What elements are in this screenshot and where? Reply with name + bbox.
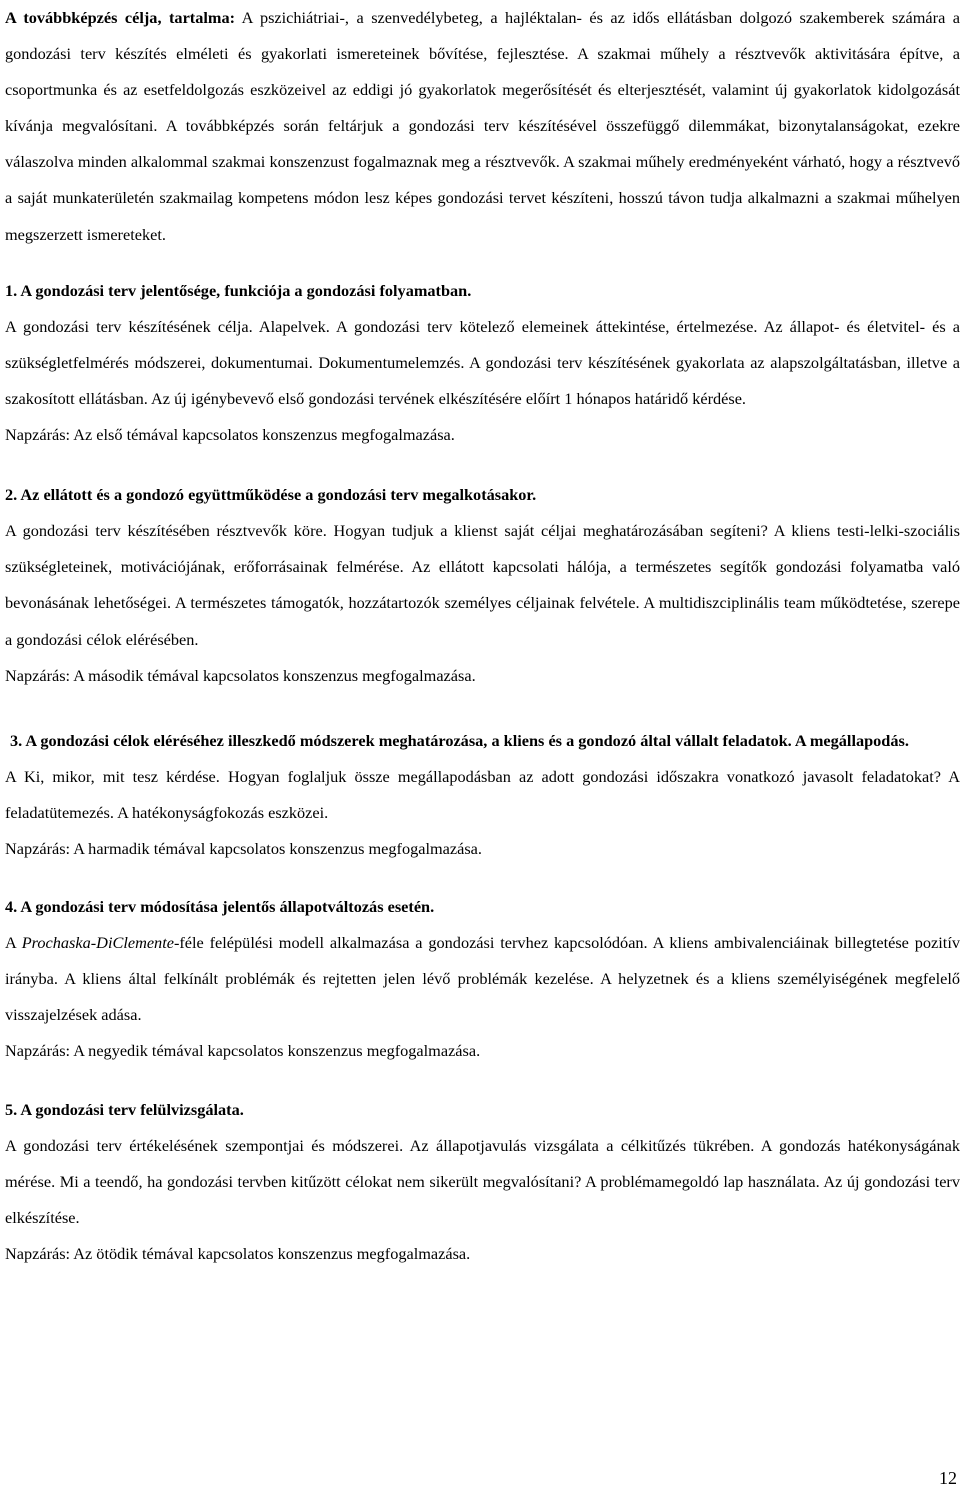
- section-3-title: A gondozási célok eléréséhez illeszkedő módszerek meghatározása, a kliens és a gondozó által vállalt feladatok. A megállapodás.: [25, 730, 909, 750]
- section-2-closing: Napzárás: A második témával kapcsolatos konszenzus megfogalmazása.: [5, 665, 476, 685]
- section-5-number: 5.: [5, 1099, 18, 1119]
- section-5-closing: Napzárás: Az ötödik témával kapcsolatos konszenzus megfogalmazása.: [5, 1243, 471, 1263]
- page-number: 12: [939, 1468, 957, 1488]
- section-4-body-pre: A: [5, 933, 22, 953]
- section-2-number: 2.: [5, 485, 18, 505]
- section-4-closing: Napzárás: A negyedik témával kapcsolatos konszenzus megfogalmazása.: [5, 1041, 481, 1061]
- intro-paragraph: [5, 0, 960, 253]
- section-3-number: 3.: [10, 730, 23, 750]
- section-4: [5, 889, 960, 1069]
- section-4-heading: [5, 889, 960, 925]
- section-3: [5, 723, 960, 867]
- section-5-title: A gondozási terv felülvizsgálata.: [20, 1099, 244, 1119]
- section-3-body: A Ki, mikor, mit tesz kérdése. Hogyan foglaljuk össze megállapodásban az adott gondozási időszakra vonatkozó javasolt feladatokat? A feladatütemezés. A hatékonyságfokozás eszközei.: [5, 766, 960, 822]
- section-5-body: A gondozási terv értékelésének szempontjai és módszerei. Az állapotjavulás vizsgálata a célkitűzés tükrében. A gondozás hatékonyságának mérése. Mi a teendő, ha gondozási tervben kitűzött célokat nem sikerült megvalósítani? A problémamegoldó lap használata. Az új gondozási terv elkészítése.: [5, 1135, 960, 1227]
- section-2-title: Az ellátott és a gondozó együttműködése a gondozási terv megalkotásakor.: [20, 485, 537, 505]
- document-page: [5, 0, 960, 1272]
- section-2-heading: [5, 477, 960, 513]
- section-4-title: A gondozási terv módosítása jelentős állapotváltozás esetén.: [20, 897, 435, 917]
- section-3-heading: [5, 723, 960, 759]
- section-2-body: A gondozási terv készítésében résztvevők köre. Hogyan tudjuk a klienst saját céljai meghatározásában segíteni? A kliens testi-lelki-szociális szükségleteinek, motivációjának, erőforrásainak felmérése. Az ellátott kapcsolati hálója, a természetes segítők gondozási folyamatba való bevonásának lehetőségei. A természetes támogatók, hozzátartozók személyes céljainak felvétele. A multidiszciplinális team működtetése, szerepe a gondozási célok elérésében.: [5, 521, 960, 649]
- section-5: [5, 1092, 960, 1272]
- intro-lead: A továbbképzés célja, tartalma:: [5, 8, 236, 27]
- section-1-heading: [5, 273, 960, 309]
- section-4-body-post: -féle felépülési modell alkalmazása a gondozási tervhez kapcsolódóan. A kliens ambivalenciáinak billegtetése pozitív irányba. A kliens által felkínált problémák és rejtetten jelen lévő problémák kezelése. A helyzetnek és a kliens személyiségének megfelelő visszajelzések adása.: [5, 933, 960, 1025]
- section-4-number: 4.: [5, 897, 18, 917]
- section-1-title: A gondozási terv jelentősége, funkciója a gondozási folyamatban.: [20, 280, 472, 300]
- section-1-number: 1.: [5, 280, 18, 300]
- section-4-body: [5, 925, 960, 1033]
- section-5-heading: [5, 1092, 960, 1128]
- model-name: Prochaska-DiClemente: [21, 933, 174, 953]
- section-1: [5, 273, 960, 453]
- section-2: [5, 477, 960, 694]
- section-1-closing: Napzárás: Az első témával kapcsolatos konszenzus megfogalmazása.: [5, 425, 455, 445]
- intro-text: A pszichiátriai-, a szenvedélybeteg, a hajléktalan- és az idős ellátásban dolgozó szakemberek számára a gondozási terv készítés elméleti és gyakorlati ismereteinek bővítése, fejlesztése. A szakmai műhely a résztvevők aktivitására építve, a csoportmunka és az esetfeldolgozás eszközeivel az eddigi jó gyakorlatok megerősítését és elterjesztését, valamint új gyakorlatok kidolgozását kívánja megvalósítani. A továbbképzés során feltárjuk a gondozási terv készítésével összefüggő dilemmákat, bizonytalanságokat, ezekre válaszolva minden alkalommal szakmai konszenzust fogalmaznak meg a résztvevők. A szakmai műhely eredményeként várható, hogy a résztvevő a saját munkaterületén szakmailag kompetens módon lesz képes gondozási tervet készíteni, hosszú távon tudja alkalmazni a szakmai műhelyen megszerzett ismereteket.: [5, 8, 960, 244]
- section-3-closing: Napzárás: A harmadik témával kapcsolatos konszenzus megfogalmazása.: [5, 838, 482, 858]
- section-1-body: A gondozási terv készítésének célja. Alapelvek. A gondozási terv kötelező elemeinek áttekintése, értelmezése. Az állapot- és életvitel- és a szükségletfelmérés módszerei, dokumentumai. Dokumentumelemzés. A gondozási terv készítésének gyakorlata az alapszolgáltatásban, illetve a szakosított ellátásban. Az új igénybevevő első gondozási tervének elkészítésére előírt 1 hónapos határidő kérdése.: [5, 316, 960, 408]
